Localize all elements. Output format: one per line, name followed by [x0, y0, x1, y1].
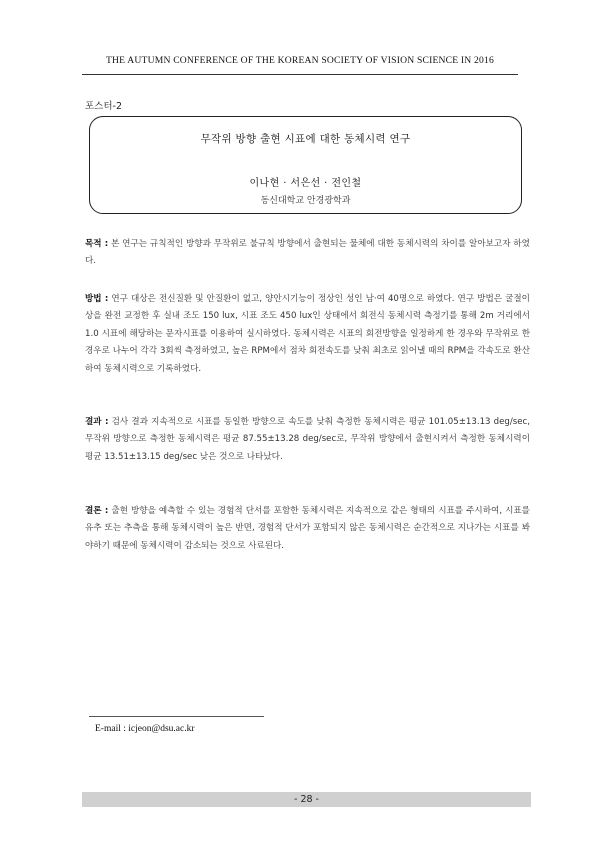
affiliation: 동신대학교 안경광학과 [260, 196, 351, 206]
page-footer [82, 792, 531, 807]
section-text: 출현 방향을 예측할 수 있는 경험적 단서를 포함한 동체시력은 지속적으로 같은 형태의 시표를 주시하여, 시표를 유추 또는 추측을 통해 동체시력이 높은 반면, 경험적 단서가 포함되지 않은 동체시력은 순간적으로 지나가는 시표를 봐야하기 때문에 동체시력이 감소되는 것으로 사료된다. [85, 506, 530, 551]
page-number: - 28 - [294, 794, 319, 805]
section-label: 결과 : [85, 417, 109, 427]
footnote-divider [89, 716, 264, 717]
paper-title: 무작위 방향 출현 시표에 대한 동체시력 연구 [200, 133, 411, 145]
header-divider [82, 74, 518, 75]
section-text: 본 연구는 규칙적인 방향과 무작위로 불규칙 방향에서 출현되는 물체에 대한 동체시력의 차이를 알아보고자 하였다. [85, 239, 530, 267]
authors: 이나현 · 서은선 · 전인철 [249, 178, 362, 189]
section-result [85, 414, 530, 466]
title-box [89, 116, 522, 214]
section-label: 방법 : [85, 294, 109, 304]
section-label: 결론 : [85, 506, 109, 516]
section-label: 목적 : [85, 239, 109, 249]
section-conclusion [85, 503, 530, 555]
section-text: 검사 결과 지속적으로 시표를 동일한 방향으로 속도를 낮춰 측정한 동체시력은 평균 101.05±13.13 deg/sec, 무작위 방향으로 측정한 동체시력은 평균 87.55±13.28 deg/sec로, 무작위 방향에서 출현시켜서 측정한 동체시력이 평균 13.51±13.15 deg/sec 낮은 것으로 나타났다. [85, 417, 530, 462]
section-purpose [85, 236, 530, 271]
section-text: 연구 대상은 전신질환 및 안질환이 없고, 양안시기능이 정상인 성인 남·여 40명으로 하였다. 연구 방법은 굴절이상을 완전 교정한 후 실내 조도 150 lux, 시표 조도 450 lux인 상태에서 회전식 동체시력 측정기를 통해 2m 거리에서 1.0 시표에 해당하는 문자시표를 이용하여 실시하였다. 동체시력은 시표의 회전방향을 일정하게 한 경우와 무작위로 한 경우로 나누어 각각 3회씩 측정하였고, 높은 RPM에서 점차 회전속도를 낮춰 최초로 읽어낼 때의 RPM을 각속도로 환산하여 동체시력으로 기록하였다. [85, 294, 530, 374]
conference-header: THE AUTUMN CONFERENCE OF THE KOREAN SOCIETY OF VISION SCIENCE IN 2016 [105, 55, 495, 66]
section-method [85, 291, 530, 378]
poster-id: 포스터-2 [85, 101, 123, 112]
footnote-email: E-mail : icjeon@dsu.ac.kr [95, 724, 195, 734]
